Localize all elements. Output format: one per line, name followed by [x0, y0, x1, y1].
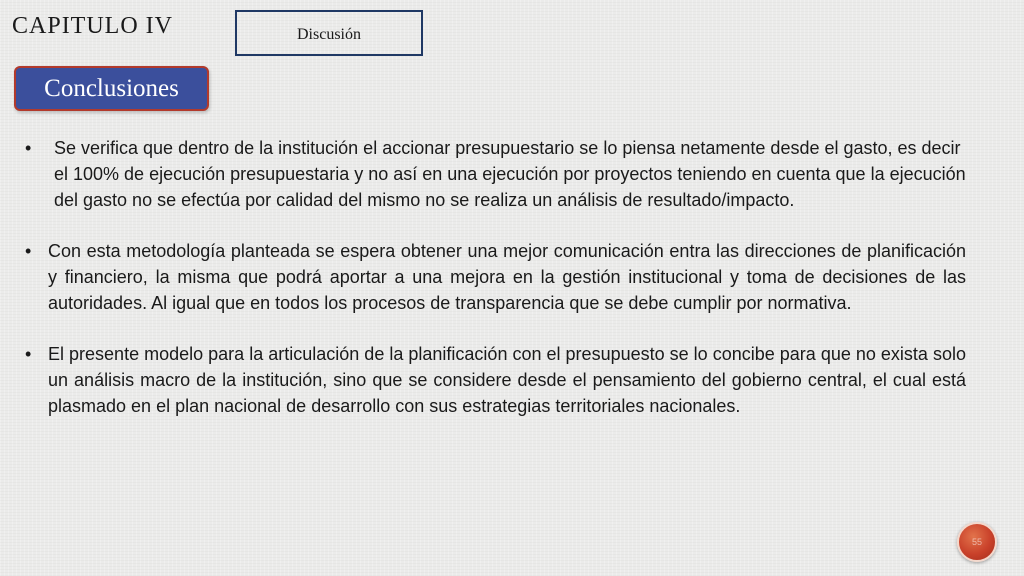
bullet-marker: • — [25, 138, 32, 158]
list-item — [22, 341, 966, 419]
list-item — [22, 135, 966, 213]
list-item — [22, 238, 966, 316]
conclusions-list — [22, 135, 966, 419]
list-item-text: Con esta metodología planteada se espera obtener una mejor comunicación entra las direcciones de planificación y financiero, la misma que podrá aportar a una mejora en la gestión institucional y toma de decisiones de las autoridades. Al igual que en todos los procesos de transparencia que se debe cumplir por normativa. — [48, 241, 966, 313]
list-item-text: Se verifica que dentro de la institución el accionar presupuestario se lo piensa netamente desde el gasto, es decir el 100% de ejecución presupuestaria y no así en una ejecución por proyectos teniendo en cuenta que la ejecución del gasto no se efectúa por calidad del mismo no se realiza un análisis de resultado/impacto. — [54, 138, 966, 210]
subtitle-text: Conclusiones — [44, 74, 179, 102]
section-label: Discusión — [297, 26, 361, 43]
section-label-box — [235, 10, 423, 56]
subtitle-badge — [14, 66, 209, 111]
bullet-marker: • — [25, 344, 32, 364]
bullet-marker: • — [25, 241, 32, 261]
slide-number: 55 — [971, 537, 982, 547]
chapter-title: CAPITULO IV — [12, 13, 173, 39]
list-item-text: El presente modelo para la articulación de la planificación con el presupuesto se lo concibe para que no exista solo un análisis macro de la institución, sino que se considere desde el pensamiento del gobierno central, el cual está plasmado en el plan nacional de desarrollo con sus estrategias territoriales nacionales. — [48, 344, 966, 416]
slide-number-badge — [957, 522, 997, 562]
